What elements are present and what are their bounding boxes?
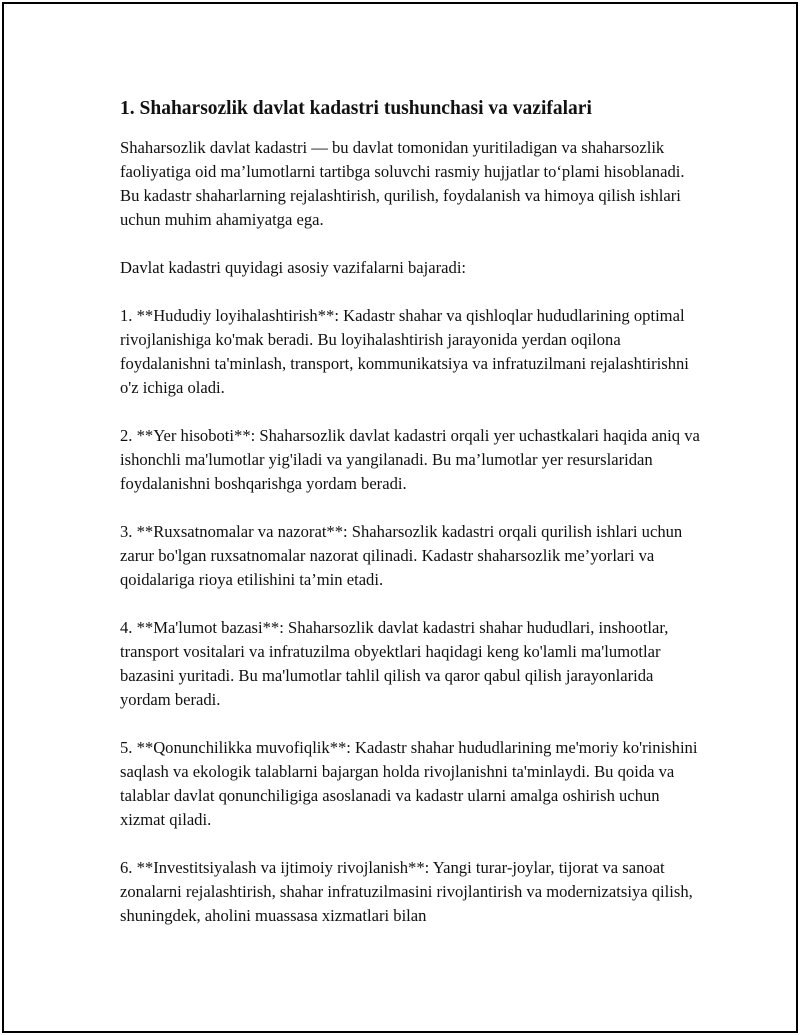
section-heading: 1. Shaharsozlik davlat kadastri tushunchasi va vazifalari (120, 98, 592, 119)
task-item-4: 4. **Ma'lumot bazasi**: Shaharsozlik davlat kadastri shahar hududlari, inshootlar, transport vositalari va infratuzilma obyektlari haqidagi keng ko'lamli ma'lumotlar bazasini yuritadi. Bu ma'lumotlar tahlil qilish va qaror qabul qilish jarayonlarida yordam beradi. (120, 618, 669, 709)
tasks-lead-paragraph: Davlat kadastri quyidagi asosiy vazifalarni bajaradi: (120, 258, 467, 277)
document-body (120, 96, 700, 952)
document-page (2, 2, 798, 1033)
task-item-1: 1. **Hududiy loyihalashtirish**: Kadastr shahar va qishloqlar hududlarining optimal rivojlanishiga ko'mak beradi. Bu loyihalashtirish jarayonida yerdan oqilona foydalanishni ta'minlash, transport, kommunikatsiya va infratuzilmani rejalashtirishni o'z ichiga oladi. (120, 306, 689, 397)
intro-paragraph: Shaharsozlik davlat kadastri — bu davlat tomonidan yuritiladigan va shaharsozlik faoliyatiga oid ma’lumotlarni tartibga soluvchi rasmiy hujjatlar to‘plami hisoblanadi. Bu kadastr shaharlarning rejalashtirish, qurilish, foydalanish va himoya qilish ishlari uchun muhim ahamiyatga ega. (120, 138, 685, 229)
task-item-5: 5. **Qonunchilikka muvofiqlik**: Kadastr shahar hududlarining me'moriy ko'rinishini saqlash va ekologik talablarni bajargan holda rivojlanishni ta'minlaydi. Bu qoida va talablar davlat qonunchiligiga asoslanadi va kadastr ularni amalga oshirish uchun xizmat qiladi. (120, 738, 698, 829)
task-item-6: 6. **Investitsiyalash va ijtimoiy rivojlanish**: Yangi turar-joylar, tijorat va sanoat zonalarni rejalashtirish, shahar infratuzilmasini rivojlantirish va modernizatsiya qilish, shuningdek, aholini muassasa xizmatlari bilan (120, 858, 693, 925)
task-item-2: 2. **Yer hisoboti**: Shaharsozlik davlat kadastri orqali yer uchastkalari haqida aniq va ishonchli ma'lumotlar yig'iladi va yangilanadi. Bu ma’lumotlar yer resurslaridan foydalanishni boshqarishga yordam beradi. (120, 426, 700, 493)
task-item-3: 3. **Ruxsatnomalar va nazorat**: Shaharsozlik kadastri orqali qurilish ishlari uchun zarur bo'lgan ruxsatnomalar nazorat qilinadi. Kadastr shaharsozlik me’yorlari va qoidalariga rioya etilishini ta’min etadi. (120, 522, 683, 589)
